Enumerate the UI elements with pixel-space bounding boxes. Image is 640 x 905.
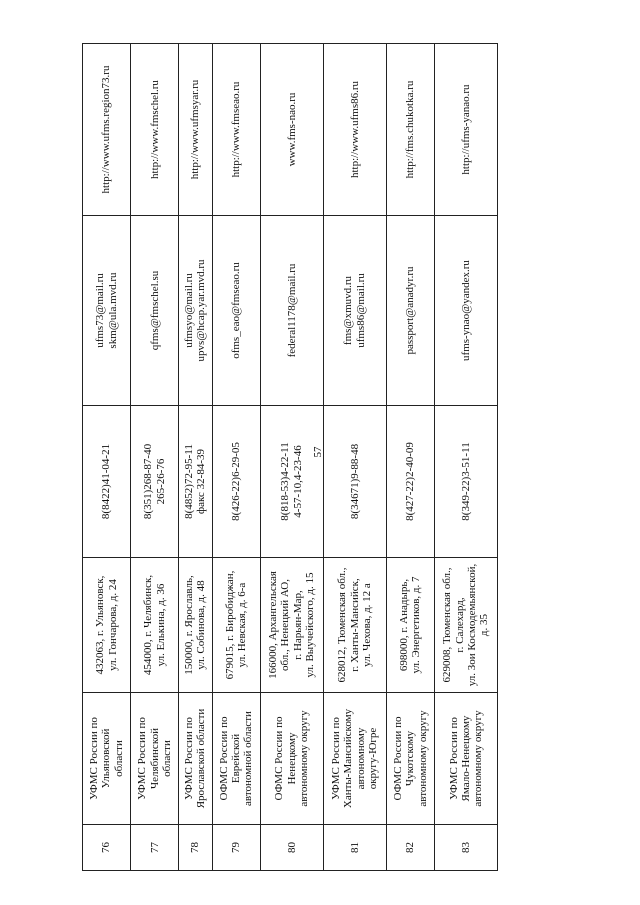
address-line: 454000, г. Челябинск, (142, 574, 155, 676)
phone-cell (386, 406, 434, 558)
address-line: 432063, г. Ульяновск, (94, 575, 107, 675)
office-name-line: автономному (354, 727, 367, 790)
row-number-cell: 81 (323, 825, 386, 871)
email-cell (260, 216, 323, 406)
address-line: г. Салехард, (453, 597, 466, 653)
website-cell: http://www.ufms.region73.ru (83, 44, 131, 216)
email-line: ufms86@mail.ru (354, 273, 367, 348)
office-name-cell (179, 693, 212, 825)
phone-cell (83, 406, 131, 558)
office-name-line: Ханты-Мансийскому (342, 708, 355, 809)
email-cell (131, 216, 179, 406)
office-name-line: Ульяновской (100, 728, 113, 789)
office-name-line: УФМС России по (183, 717, 196, 800)
address-line: г. Ханты-Мансийск, (348, 578, 361, 672)
fms-contacts-table (82, 43, 498, 871)
email-line: fms@xmuvd.ru (342, 275, 355, 346)
website-cell: http://www.ufmsyar.ru (179, 44, 212, 216)
address-cell (83, 558, 131, 693)
office-name-line: ОФМС России по (391, 716, 404, 801)
address-cell (179, 558, 212, 693)
email-line: skm@ula.mvd.ru (106, 272, 119, 349)
table-row (131, 44, 179, 871)
website-cell: www.fms-nao.ru (260, 44, 323, 216)
row-number-cell: 76 (83, 825, 131, 871)
office-name-cell (434, 693, 497, 825)
address-line: 698000, г. Анадырь, (398, 578, 411, 672)
table-row (434, 44, 497, 871)
address-line: ул. Невская, д. 6-а (236, 582, 249, 668)
office-name-line: округу-Югре (367, 727, 380, 790)
email-cell (323, 216, 386, 406)
address-cell (212, 558, 260, 693)
row-number-cell: 78 (179, 825, 212, 871)
office-name-line: УФМС России по (330, 717, 343, 800)
phone-cell (434, 406, 497, 558)
office-name-cell (386, 693, 434, 825)
office-name-line: автономному округу (416, 710, 429, 807)
email-line: ufms-ynao@yandex.ru (459, 260, 472, 361)
phone-line: 8(4852)72-95-11 (183, 444, 196, 519)
office-name-line: УФМС России по (136, 717, 149, 800)
phone-cell (131, 406, 179, 558)
phone-line: 8(351)268-87-40 (142, 443, 155, 520)
phone-line: факс 32-84-39 (195, 448, 208, 515)
address-line: 150000, г. Ярославль, (183, 575, 196, 675)
row-number-cell: 82 (386, 825, 434, 871)
address-line: 166000, Архангельская (267, 571, 280, 679)
office-name-line: области (160, 740, 173, 777)
row-number-cell: 83 (434, 825, 497, 871)
website-cell: http://www.fmschel.ru (131, 44, 179, 216)
table-row (212, 44, 260, 871)
office-name-line: Ямало-Ненецкому (459, 715, 472, 802)
table-row (386, 44, 434, 871)
table-row (323, 44, 386, 871)
address-cell (260, 558, 323, 693)
row-number-cell: 79 (212, 825, 260, 871)
office-name-cell (260, 693, 323, 825)
row-number-cell: 77 (131, 825, 179, 871)
phone-cell (323, 406, 386, 558)
phone-cell (212, 406, 260, 558)
address-cell (386, 558, 434, 693)
address-cell (434, 558, 497, 693)
fms-contacts-table-wrapper (82, 44, 498, 871)
email-line: ofms_eao@fmseao.ru (230, 262, 243, 359)
email-line: upvs@hcap.yar.mvd.ru (195, 259, 208, 362)
row-number-cell: 80 (260, 825, 323, 871)
website-cell: http://www.ufms86.ru (323, 44, 386, 216)
office-name-cell (323, 693, 386, 825)
address-line: ул. Выучейского, д. 15 (304, 572, 317, 678)
office-name-line: УФМС России по (88, 717, 101, 800)
office-name-line: Ненецкому (285, 732, 298, 785)
table-row (260, 44, 323, 871)
website-cell: http://ufms-yanao.ru (434, 44, 497, 216)
address-cell (323, 558, 386, 693)
email-line: ufmsyo@mail.ru (183, 273, 196, 348)
address-line: ул. Чехова, д. 12 а (360, 583, 373, 667)
address-line: ул. Гончарова, д. 24 (106, 579, 119, 671)
office-name-cell (83, 693, 131, 825)
office-name-line: Чукотскому (404, 730, 417, 787)
address-line: ул. Зои Космодемьянской, (465, 563, 478, 687)
address-line: 679015, г. Биробиджан, (223, 570, 236, 680)
address-line: обл., Ненецкий АО, (279, 579, 292, 672)
phone-line: 8(426-22)6-29-05 (230, 442, 243, 521)
email-cell (434, 216, 497, 406)
page-number: 57 (312, 446, 324, 458)
office-name-line: ОФМС России по (217, 716, 230, 801)
address-line: ул. Елькина, д. 36 (154, 583, 167, 667)
office-name-line: Челябинской (148, 728, 161, 790)
email-cell (212, 216, 260, 406)
address-line: 628012, Тюменская обл., (336, 567, 349, 683)
office-name-line: УФМС России по (447, 717, 460, 800)
phone-line: 265-26-76 (154, 458, 167, 505)
office-name-line: области (112, 740, 125, 777)
address-line: г. Нарьян-Мар, (291, 590, 304, 660)
office-name-line: автономному округу (472, 710, 485, 807)
office-name-cell (212, 693, 260, 825)
office-name-line: Ярославской области (195, 708, 208, 809)
phone-line: 4-57-10,4-23-46 (291, 445, 304, 518)
email-line: federal1178@mail.ru (285, 263, 298, 358)
address-line: д. 35 (478, 613, 491, 637)
address-line: 629008, Тюменская обл., (441, 567, 454, 683)
phone-line: 8(427-22)2-40-09 (404, 442, 417, 521)
address-cell (131, 558, 179, 693)
email-line: qfms@fmschel.su (148, 270, 161, 351)
address-line: ул. Энергетиков, д. 7 (410, 576, 423, 674)
email-line: passport@anadyr.ru (404, 266, 417, 355)
phone-line: 8(34671)9-88-48 (348, 443, 361, 520)
office-name-line: автономной области (242, 711, 255, 806)
office-name-line: автономному округу (297, 710, 310, 807)
email-cell (83, 216, 131, 406)
office-name-cell (131, 693, 179, 825)
website-cell: http://fms.chukotka.ru (386, 44, 434, 216)
address-line: ул. Собинова, д. 48 (195, 580, 208, 670)
office-name-line: ОФМС России по (273, 716, 286, 801)
email-line: ufms73@mail.ru (94, 273, 107, 348)
phone-line: 8(349-22)3-51-11 (459, 442, 472, 521)
website-cell: http://www.fmseao.ru (212, 44, 260, 216)
phone-cell (179, 406, 212, 558)
phone-line: 8(8422)41-04-21 (100, 443, 113, 520)
phone-cell (260, 406, 323, 558)
office-name-line: Еврейской (230, 733, 243, 784)
email-cell (386, 216, 434, 406)
phone-line: 8(818-53)4-22-11 (279, 442, 292, 521)
table-row (83, 44, 131, 871)
table-row (179, 44, 212, 871)
email-cell (179, 216, 212, 406)
